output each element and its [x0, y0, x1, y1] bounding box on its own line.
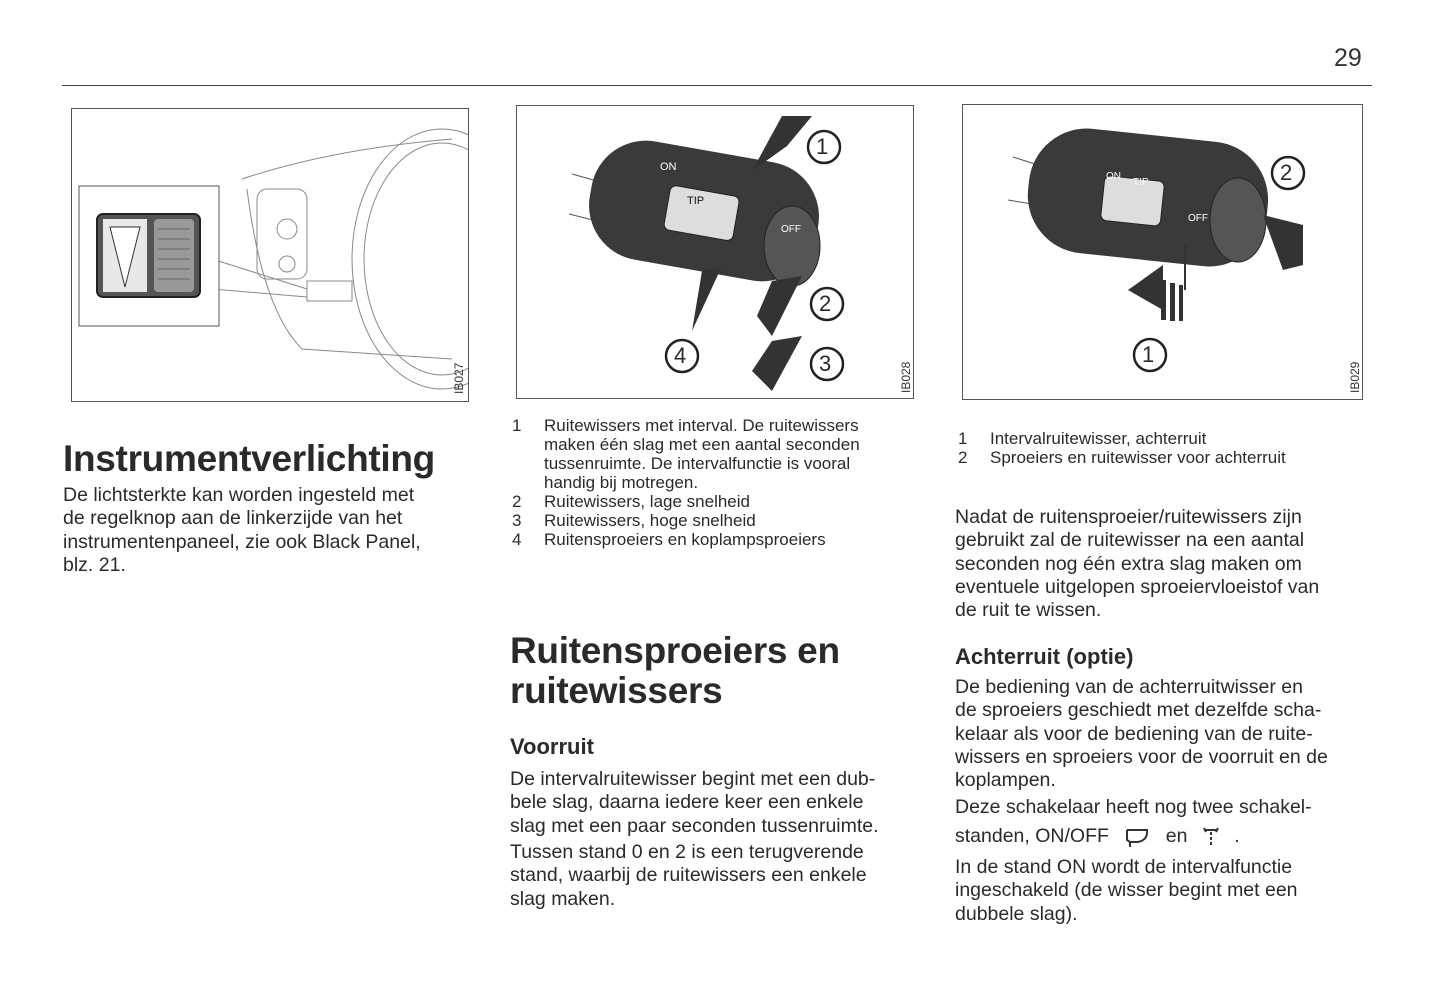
text-line: maken één slag met een aantal seconden [544, 435, 860, 454]
achterruit-paragraph-1 [955, 676, 1328, 792]
wiper-stalk-illustration [963, 105, 1362, 399]
text-line: Ruitewissers, hoge snelheid [544, 511, 756, 530]
text-line: tussenruimte. De intervalfunctie is vooral [544, 454, 851, 473]
text-line: Ruitewissers met interval. De ruitewissers [544, 416, 859, 435]
figure-code: IB027 [452, 362, 466, 394]
text-line: De intervalruitewisser begint met een dub- [510, 768, 876, 790]
intro-paragraph [955, 506, 1319, 622]
caption-item [512, 530, 860, 549]
text-line: wissers en sproeiers voor de voorruit en de [955, 745, 1328, 768]
switch-label-tip: TIP [687, 195, 705, 207]
caption-number: 2 [958, 448, 968, 467]
figure-wiper-stalk-rear [962, 104, 1363, 400]
caption-number: 4 [512, 530, 522, 549]
caption-text [990, 429, 1206, 448]
switch-label-tip: TIP [1133, 177, 1149, 188]
callout-2: 2 [819, 291, 832, 316]
caption-text [544, 416, 860, 492]
callout-3: 3 [819, 351, 832, 376]
text-line: De lichtsterkte kan worden ingesteld met [63, 484, 415, 506]
text-line: slag met een paar seconden tussenruimte. [510, 814, 879, 837]
text-line: Deze schakelaar heeft nog twee schakel- [955, 796, 1312, 818]
rear-washer-icon [1203, 826, 1219, 848]
figure-code: IB028 [899, 361, 913, 393]
text-line: bele slag, daarna iedere keer een enkele [510, 791, 864, 814]
caption-text [544, 492, 750, 511]
dashboard-illustration [72, 109, 468, 401]
switch-label-on: ON [660, 161, 677, 173]
text-line: De bediening van de achterruitwisser en [955, 676, 1303, 698]
subheading-achterruit: Achterruit (optie) [955, 644, 1134, 669]
switch-label-off: OFF [781, 224, 801, 235]
caption-number: 1 [958, 429, 968, 448]
caption-item [512, 416, 860, 492]
caption-item [958, 448, 1286, 467]
wiper-stalk-illustration [517, 106, 913, 398]
caption-text [544, 530, 826, 549]
text-line: seconden nog één extra slag maken om [955, 552, 1302, 575]
text-line: Nadat de ruitensproeier/ruitewissers zijn [955, 506, 1302, 528]
figure-caption-list [512, 416, 860, 549]
text-line: handig bij motregen. [544, 473, 699, 492]
callout-4: 4 [674, 343, 687, 368]
text-line: stand, waarbij de ruitewissers een enkele [510, 864, 867, 887]
caption-number: 2 [512, 492, 522, 511]
instrument-lighting-paragraph [63, 484, 421, 577]
text-line: Tussen stand 0 en 2 is een terugverende [510, 841, 864, 863]
achterruit-paragraph-2 [955, 796, 1312, 849]
voorruit-paragraph-2 [510, 841, 867, 911]
text-line: instrumentenpaneel, zie ook Black Panel, [63, 530, 421, 553]
caption-item [958, 429, 1286, 448]
text-line: en [1165, 825, 1188, 848]
text-line: Ruitewissers, lage snelheid [544, 492, 750, 511]
text-line: ruitewissers [510, 670, 723, 711]
text-line: eventuele uitgelopen sproeiervloeistof van [955, 575, 1320, 598]
caption-item [512, 492, 860, 511]
switch-label-on: ON [1106, 171, 1121, 182]
text-line: de sproeiers geschiedt met dezelfde scha- [955, 699, 1322, 722]
text-line: kelaar als voor de bediening van de ruite- [955, 722, 1313, 745]
figure-caption-list [958, 429, 1286, 467]
text-line: Ruitensproeiers en koplampsproeiers [544, 530, 826, 549]
header-rule [62, 85, 1372, 86]
text-line: In de stand ON wordt de intervalfunctie [955, 856, 1293, 878]
caption-text [544, 511, 756, 530]
switch-label-off: OFF [1188, 213, 1208, 224]
text-line: de ruit te wissen. [955, 599, 1102, 622]
callout-1: 1 [816, 134, 829, 159]
callout-2: 2 [1280, 160, 1293, 185]
section-heading: Instrumentverlichting [63, 438, 435, 479]
text-line: ingeschakeld (de wisser begint met een [955, 879, 1298, 902]
achterruit-paragraph-3 [955, 856, 1298, 926]
text-line: dubbele slag). [955, 902, 1078, 925]
caption-number: 3 [512, 511, 522, 530]
rear-wiper-icon [1124, 826, 1150, 848]
text-line: koplampen. [955, 769, 1056, 792]
text-line: slag maken. [510, 887, 616, 910]
text-line: Sproeiers en ruitewisser voor achterruit [990, 448, 1286, 467]
caption-item [512, 511, 860, 530]
caption-text [990, 448, 1286, 467]
figure-code: IB029 [1348, 361, 1362, 393]
text-line: Ruitensproeiers en [510, 630, 840, 671]
subheading-voorruit: Voorruit [510, 734, 594, 759]
callout-1: 1 [1142, 342, 1155, 367]
text-line: . [1234, 825, 1240, 848]
section-heading [510, 631, 940, 711]
text-line: gebruikt zal de ruitewisser na een aantal [955, 529, 1305, 552]
page-number: 29 [1334, 44, 1362, 72]
text-line: blz. 21. [63, 553, 126, 576]
figure-dashboard-dimmer [71, 108, 469, 402]
figure-wiper-stalk-front [516, 105, 914, 399]
text-line: de regelknop aan de linkerzijde van het [63, 507, 403, 530]
caption-number: 1 [512, 416, 522, 435]
voorruit-paragraph-1 [510, 768, 879, 838]
text-line: standen, ON/OFF [955, 825, 1109, 848]
text-line: Intervalruitewisser, achterruit [990, 429, 1207, 448]
